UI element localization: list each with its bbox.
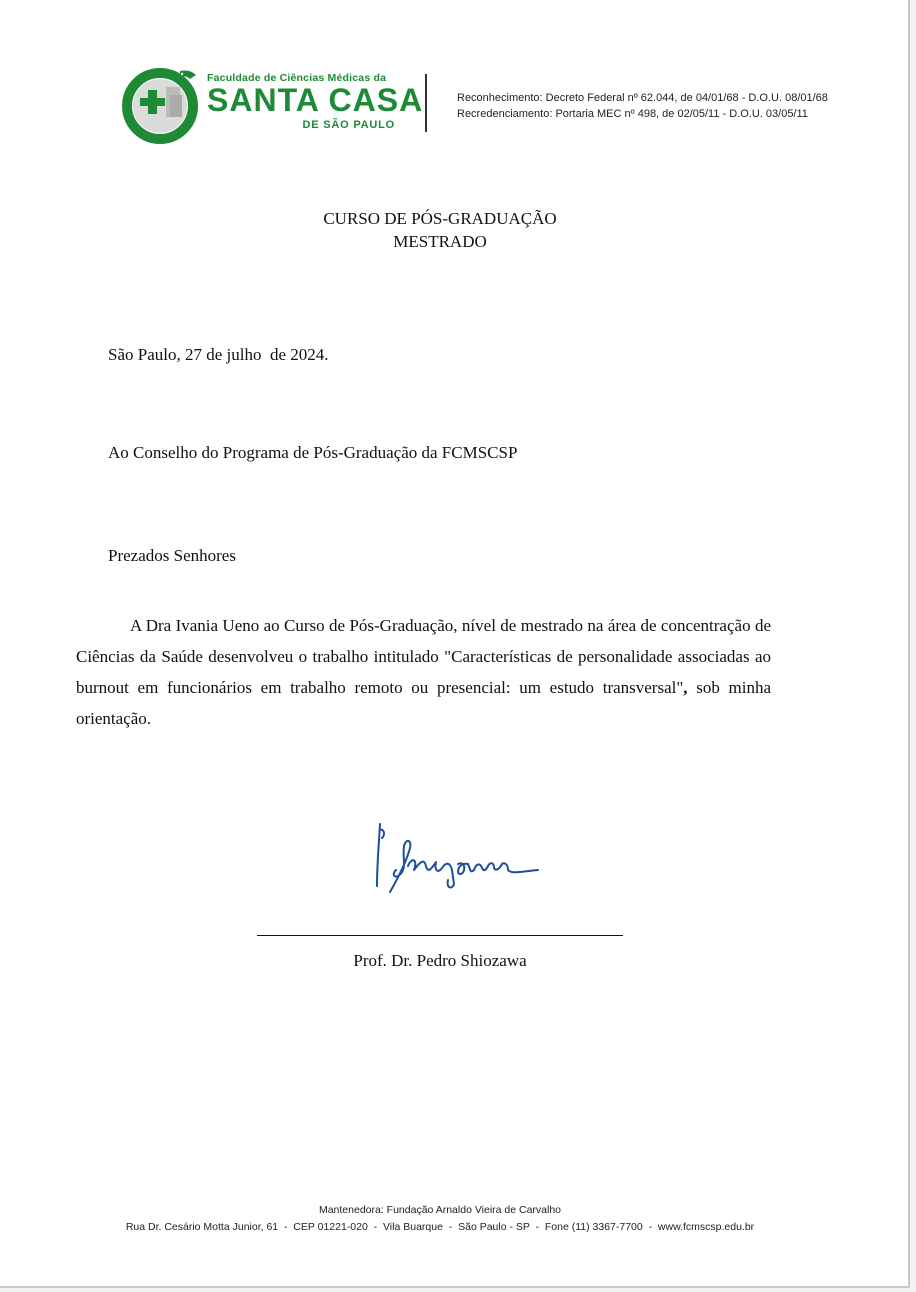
institution-wordmark <box>207 70 424 136</box>
footer-address: Rua Dr. Cesário Motta Junior, 61 - CEP 01221-020 - Vila Buarque - São Paulo - SP - Fone (11) 3367-7700 - www.fcmscsp.edu.br <box>125 1221 755 1233</box>
handwritten-signature <box>368 818 543 903</box>
course-title <box>0 207 880 253</box>
footer-maintainer: Mantenedora: Fundação Arnaldo Vieira de Carvalho <box>318 1204 562 1216</box>
course-title-line1: CURSO DE PÓS-GRADUAÇÃO <box>323 209 557 228</box>
letter-body-main: A Dra Ivania Ueno ao Curso de Pós-Graduação, nível de mestrado na área de concentração de Ciências da Saúde desenvolveu o trabalho intitulado "Características de personalidade associadas ao burnout em funcionários em trabalho remoto ou presencial: um estudo transversal" <box>76 616 771 697</box>
letter-body <box>76 610 771 734</box>
accreditation-info <box>457 90 828 122</box>
institution-name-line3: DE SÃO PAULO <box>302 119 395 131</box>
reaccreditation-text: Recredenciamento: Portaria MEC nº 498, de 02/05/11 - D.O.U. 03/05/11 <box>457 108 808 120</box>
institution-name-line2: SANTA CASA <box>207 82 424 118</box>
signature-line <box>257 935 623 936</box>
recognition-text: Reconhecimento: Decreto Federal nº 62.044, de 04/01/68 - D.O.U. 08/01/68 <box>457 92 828 104</box>
letter-recipient: Ao Conselho do Programa de Pós-Graduação da FCMSCSP <box>108 443 518 462</box>
letter-salutation: Prezados Senhores <box>108 546 236 565</box>
letter-date: São Paulo, 27 de julho de 2024. <box>108 345 329 364</box>
santa-casa-logo-emblem <box>120 65 200 145</box>
institution-name-line1: Faculdade de Ciências Médicas da <box>207 72 387 84</box>
letter-body-end: sob minha orientação. <box>76 678 772 728</box>
letter-body-comma: , <box>683 678 688 697</box>
signer-name: Prof. Dr. Pedro Shiozawa <box>353 951 527 970</box>
course-title-line2: MESTRADO <box>393 232 487 251</box>
header-divider <box>425 74 427 132</box>
